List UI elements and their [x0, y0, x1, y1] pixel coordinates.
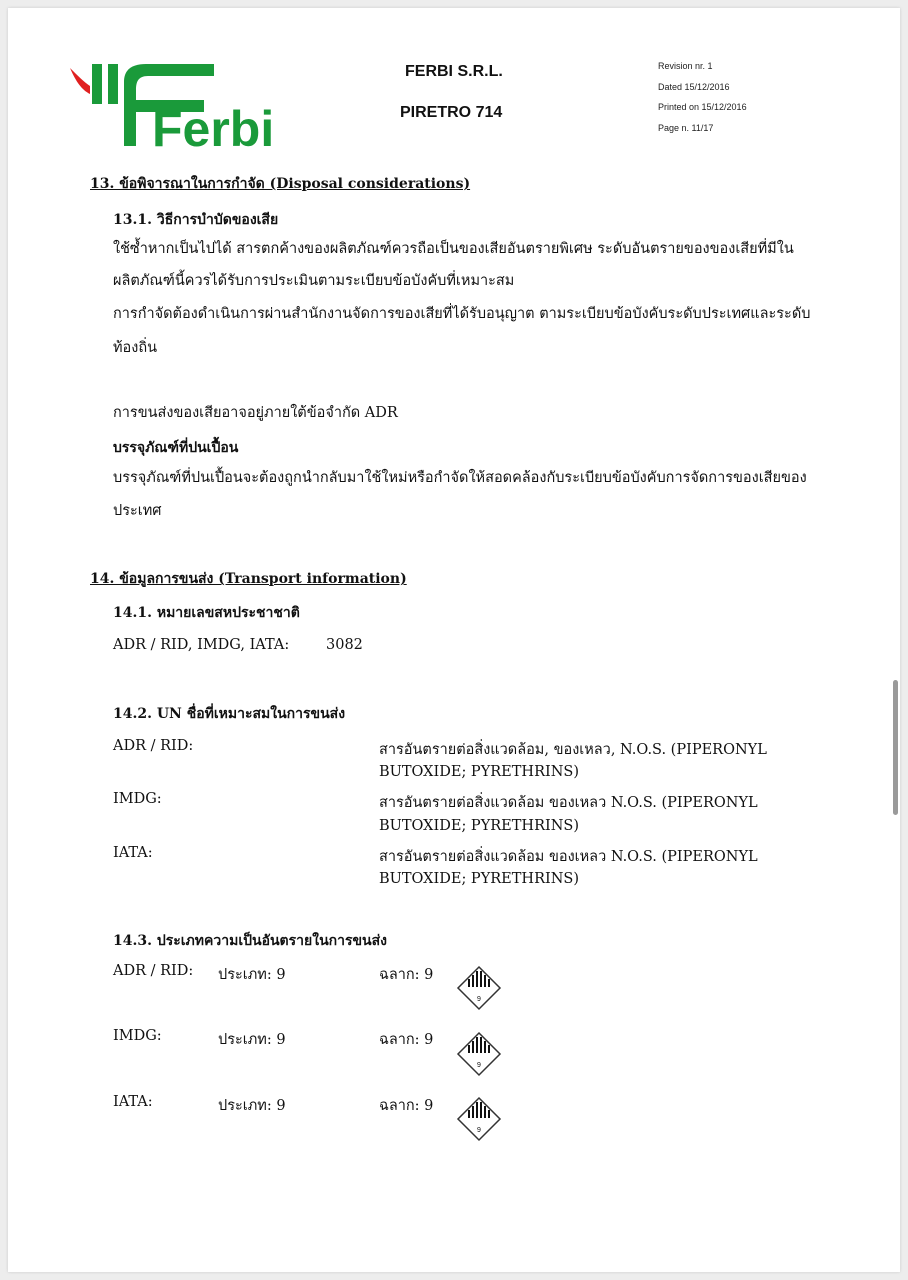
un-number-label: ADR / RID, IMDG, IATA:	[113, 637, 290, 653]
hazard-label-value: ฉลาก: 9	[379, 1098, 434, 1114]
svg-text:9: 9	[477, 1127, 481, 1134]
disposal-paragraph-line-2: ผลิตภัณฑ์นี้ควรได้รับการประเมินตามระเบียบข้อบังคับที่เหมาะสม	[113, 273, 515, 289]
dated: Dated 15/12/2016	[658, 82, 730, 92]
page-number: Page n. 11/17	[658, 123, 714, 133]
hazard-label-value: ฉลาก: 9	[379, 967, 434, 983]
class-9-hazard-diamond-icon	[456, 1096, 502, 1142]
class-9-hazard-diamond-icon	[456, 1031, 502, 1077]
section-13-1-title: 13.1. วิธีการบำบัดของเสีย	[113, 212, 279, 228]
hazard-class-mode: IMDG:	[113, 1028, 162, 1044]
shipping-name-line-2: BUTOXIDE; PYRETHRINS)	[379, 818, 580, 834]
hazard-class-value: ประเภท: 9	[218, 1098, 286, 1114]
printed-on: Printed on 15/12/2016	[658, 102, 747, 112]
shipping-name-line-1: สารอันตรายต่อสิ่งแวดล้อม ของเหลว N.O.S. (PIPERONYL	[379, 849, 758, 865]
shipping-name-mode: IMDG:	[113, 791, 162, 807]
section-14-3-title: 14.3. ประเภทความเป็นอันตรายในการขนส่ง	[113, 933, 388, 949]
product-name: PIRETRO 714	[400, 104, 503, 121]
vertical-scrollbar[interactable]	[893, 680, 898, 815]
document-page	[8, 8, 900, 1272]
shipping-name-line-2: BUTOXIDE; PYRETHRINS)	[379, 871, 580, 887]
shipping-name-mode: IATA:	[113, 845, 153, 861]
svg-text:9: 9	[477, 1062, 481, 1069]
hazard-class-value: ประเภท: 9	[218, 1032, 286, 1048]
class-9-hazard-diamond-icon	[456, 965, 502, 1011]
revision: Revision nr. 1	[658, 61, 713, 71]
hazard-class-value: ประเภท: 9	[218, 967, 286, 983]
un-number-value: 3082	[326, 637, 363, 653]
shipping-name-line-1: สารอันตรายต่อสิ่งแวดล้อม ของเหลว N.O.S. (PIPERONYL	[379, 795, 758, 811]
packaging-paragraph-line-2: ประเทศ	[113, 503, 162, 519]
disposal-paragraph-2-line-2: ท้องถิ่น	[113, 340, 158, 356]
section-14-1-title: 14.1. หมายเลขสหประชาชาติ	[113, 605, 300, 621]
company-name: FERBI S.R.L.	[405, 63, 503, 80]
hazard-class-mode: ADR / RID:	[113, 963, 194, 979]
packaging-paragraph-line-1: บรรจุภัณฑ์ที่ปนเปื้อนจะต้องถูกนำกลับมาใช้ใหม่หรือกำจัดให้สอดคล้องกับระเบียบข้อบังคับการจัดการของเสียของ	[113, 470, 807, 486]
shipping-name-line-2: BUTOXIDE; PYRETHRINS)	[379, 764, 580, 780]
svg-text:9: 9	[477, 996, 481, 1003]
waste-transport-note: การขนส่งของเสียอาจอยู่ภายใต้ข้อจำกัด ADR	[113, 405, 398, 421]
hazard-label-value: ฉลาก: 9	[379, 1032, 434, 1048]
ferbi-logo	[66, 60, 276, 152]
logo-wordmark: Ferbi	[152, 101, 275, 152]
contaminated-packaging-title: บรรจุภัณฑ์ที่ปนเปื้อน	[113, 440, 239, 456]
hazard-class-mode: IATA:	[113, 1094, 153, 1110]
shipping-name-mode: ADR / RID:	[113, 738, 194, 754]
disposal-paragraph-line-1: ใช้ซ้ำหากเป็นไปได้ สารตกค้างของผลิตภัณฑ์ควรถือเป็นของเสียอันตรายพิเศษ ระดับอันตรายของของเสียที่มีใน	[113, 241, 794, 257]
section-14-2-title: 14.2. UN ชื่อที่เหมาะสมในการขนส่ง	[113, 706, 346, 722]
section-14-title: 14. ข้อมูลการขนส่ง (Transport information)	[90, 571, 407, 587]
disposal-paragraph-2-line-1: การกำจัดต้องดำเนินการผ่านสำนักงานจัดการของเสียที่ได้รับอนุญาต ตามระเบียบข้อบังคับระดับประเทศและระดับ	[113, 306, 811, 322]
shipping-name-line-1: สารอันตรายต่อสิ่งแวดล้อม, ของเหลว, N.O.S. (PIPERONYL	[379, 742, 767, 758]
section-13-title: 13. ข้อพิจารณาในการกำจัด (Disposal considerations)	[90, 176, 471, 192]
